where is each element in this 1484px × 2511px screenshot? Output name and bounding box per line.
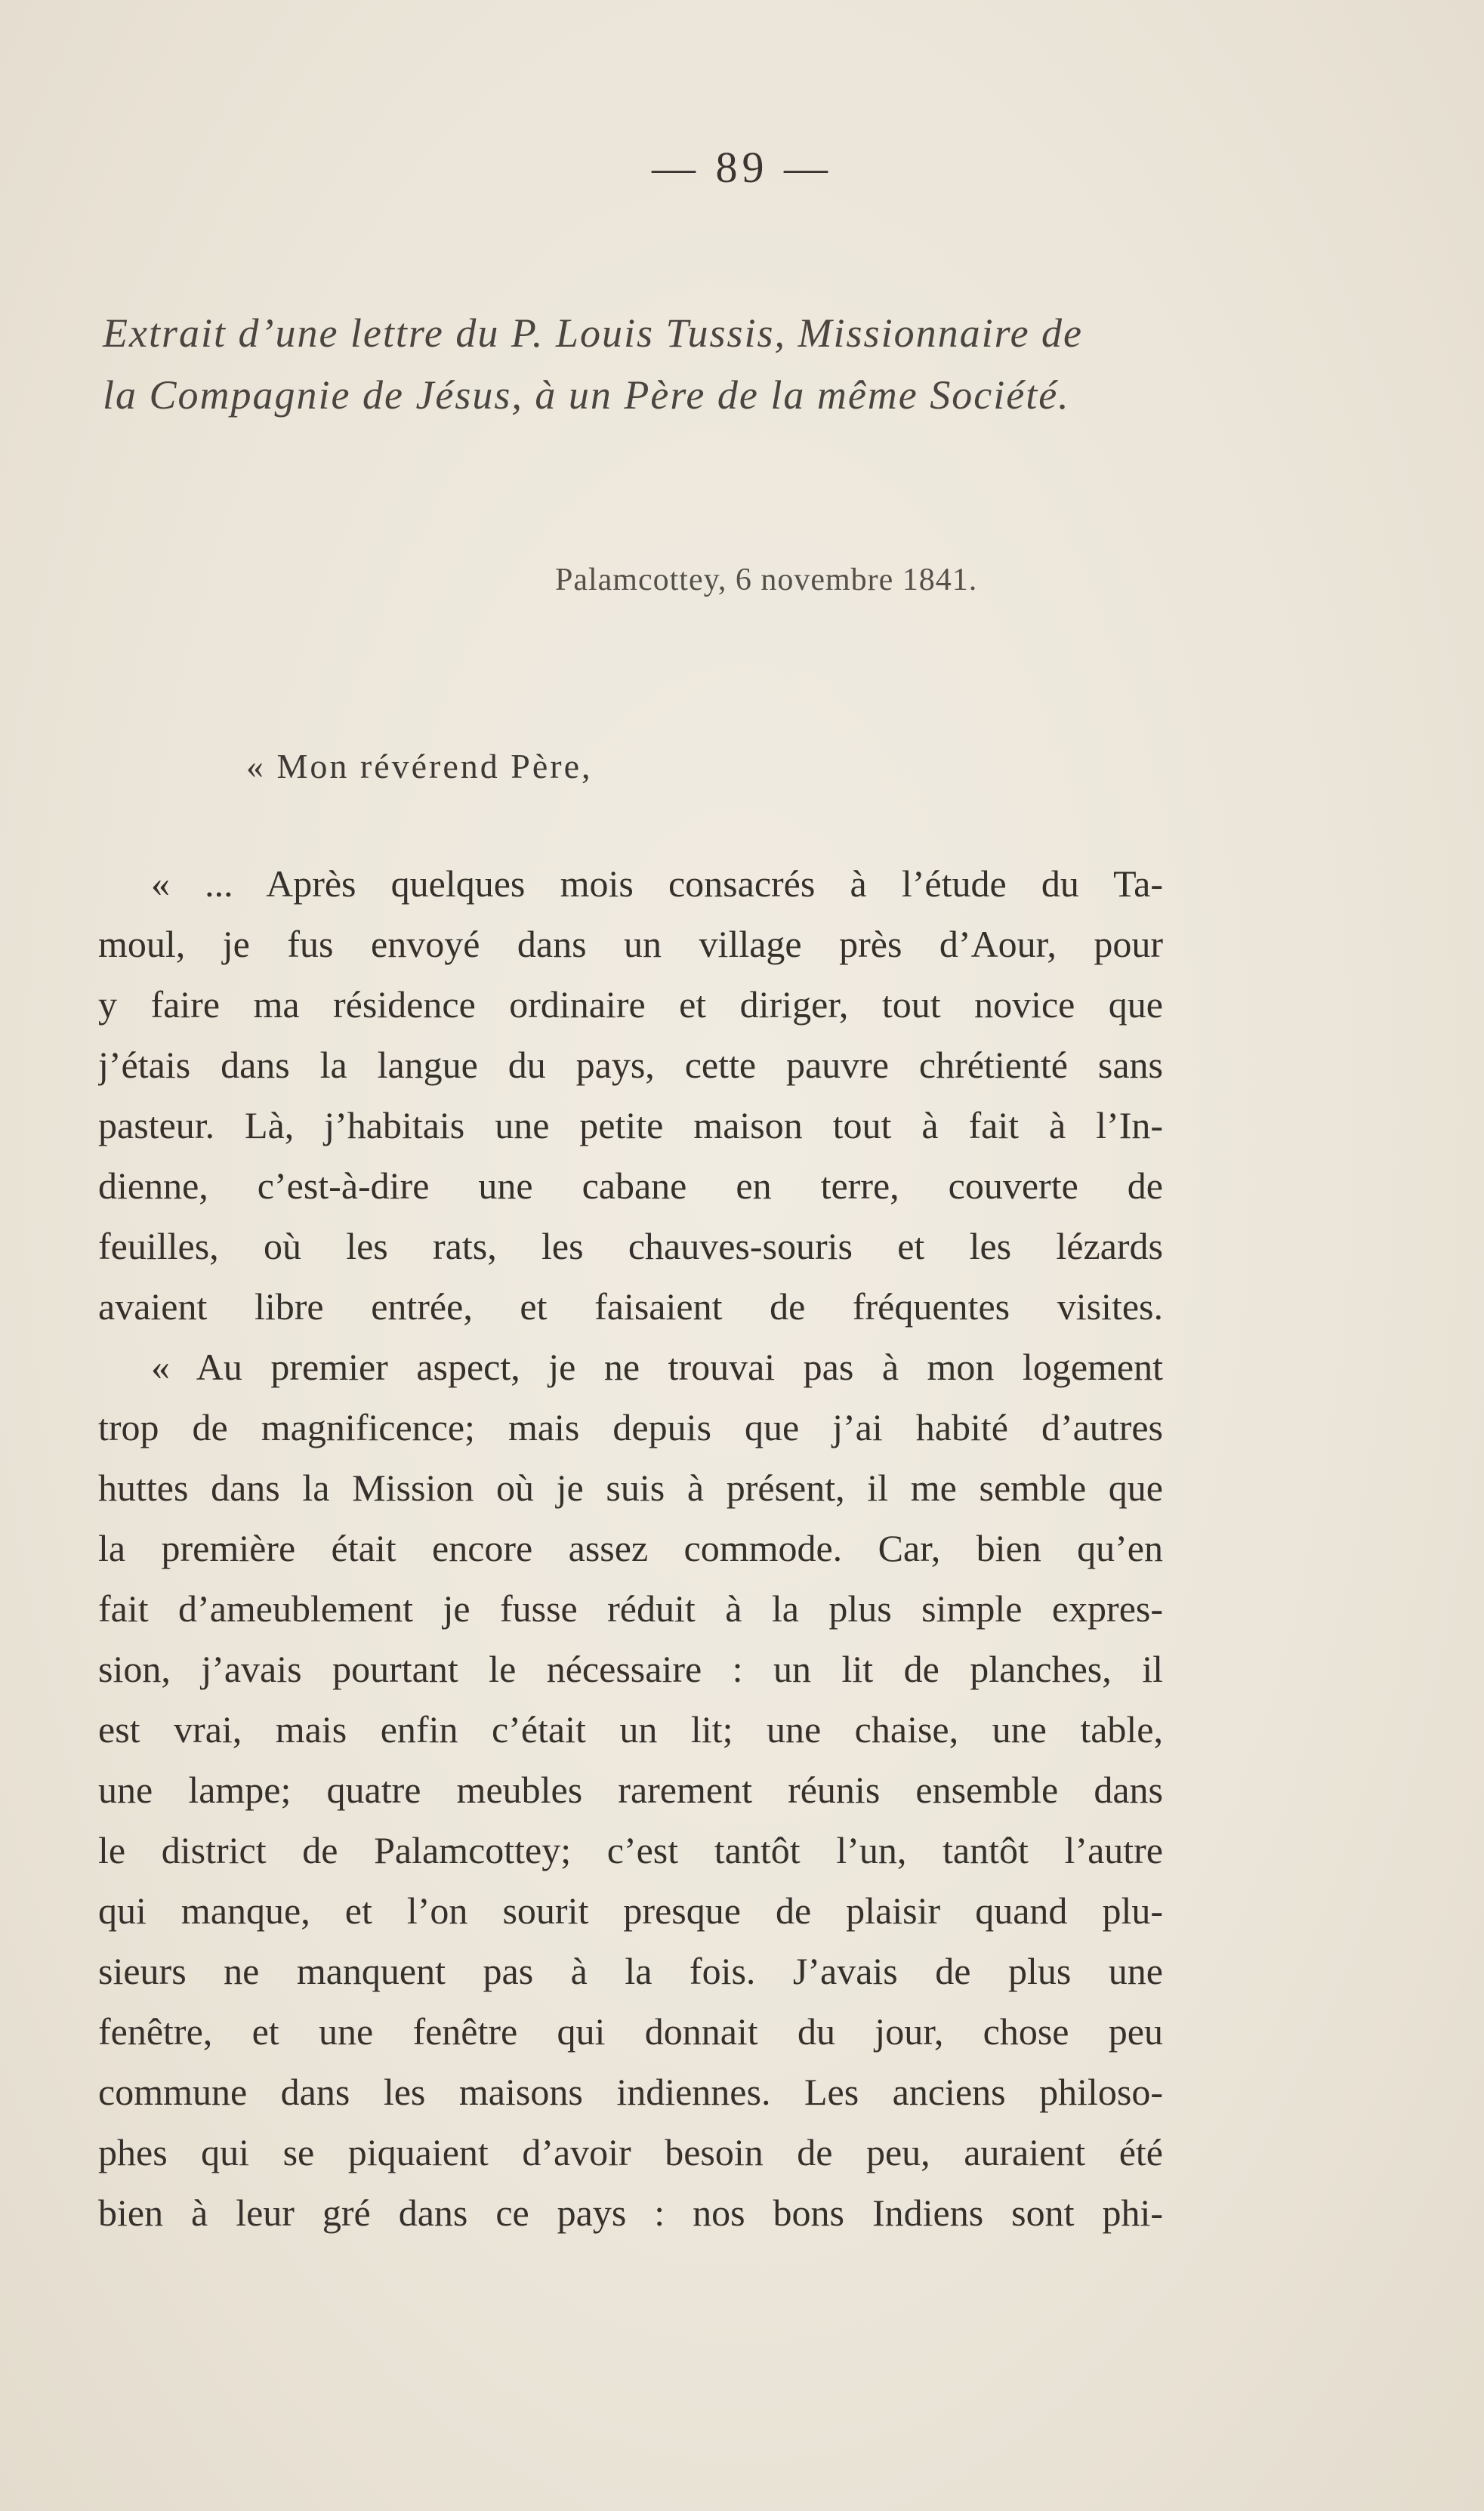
body-line: avaient libre entrée, et faisaient de fréquentes visites. <box>98 1285 1163 1328</box>
body-line: fenêtre, et une fenêtre qui donnait du jour, chose peu <box>98 2010 1163 2053</box>
body-line: dienne, c’est-à-dire une cabane en terre, couverte de <box>98 1164 1163 1207</box>
body-line: trop de magnificence; mais depuis que j’ai habité d’autres <box>98 1406 1163 1448</box>
body-line: moul, je fus envoyé dans un village près d’Aour, pour <box>98 923 1163 965</box>
body-line: commune dans les maisons indiennes. Les anciens philoso- <box>98 2071 1163 2113</box>
body-line: huttes dans la Mission où je suis à présent, il me semble que <box>98 1467 1163 1509</box>
body-line: « Au premier aspect, je ne trouvai pas à mon logement <box>151 1346 1163 1388</box>
letter-heading-line-1: Extrait d’une lettre du P. Louis Tussis, Missionnaire de <box>103 310 1084 356</box>
body-line: le district de Palamcottey; c’est tantôt l’un, tantôt l’autre <box>98 1829 1163 1871</box>
body-line: fait d’ameublement je fusse réduit à la plus simple expres- <box>98 1587 1163 1630</box>
body-line: sieurs ne manquent pas à la fois. J’avais de plus une <box>98 1950 1163 1992</box>
body-line: y faire ma résidence ordinaire et diriger, tout novice que <box>98 983 1163 1026</box>
salutation: « Mon révérend Père, <box>246 747 593 785</box>
body-line: pasteur. Là, j’habitais une petite maison tout à fait à l’In- <box>98 1104 1163 1146</box>
dateline: Palamcottey, 6 novembre 1841. <box>555 563 978 597</box>
body-line: bien à leur gré dans ce pays : nos bons Indiens sont phi- <box>98 2192 1163 2234</box>
body-line: « ... Après quelques mois consacrés à l’étude du Ta- <box>151 862 1163 905</box>
body-line: phes qui se piquaient d’avoir besoin de peu, auraient été <box>98 2131 1163 2173</box>
page-number: — 89 — <box>652 143 832 192</box>
body-line: une lampe; quatre meubles rarement réunis ensemble dans <box>98 1769 1163 1811</box>
body-line: feuilles, où les rats, les chauves-souris et les lézards <box>98 1225 1163 1267</box>
letter-body <box>98 853 1163 2243</box>
body-line: la première était encore assez commode. Car, bien qu’en <box>98 1527 1163 1569</box>
body-line: j’étais dans la langue du pays, cette pauvre chrétienté sans <box>98 1044 1163 1086</box>
body-line: qui manque, et l’on sourit presque de plaisir quand plu- <box>98 1889 1163 1932</box>
body-line: est vrai, mais enfin c’était un lit; une chaise, une table, <box>98 1708 1163 1751</box>
letter-heading-line-2: la Compagnie de Jésus, à un Père de la même Société. <box>103 372 1070 418</box>
body-line: sion, j’avais pourtant le nécessaire : un lit de planches, il <box>98 1648 1163 1690</box>
